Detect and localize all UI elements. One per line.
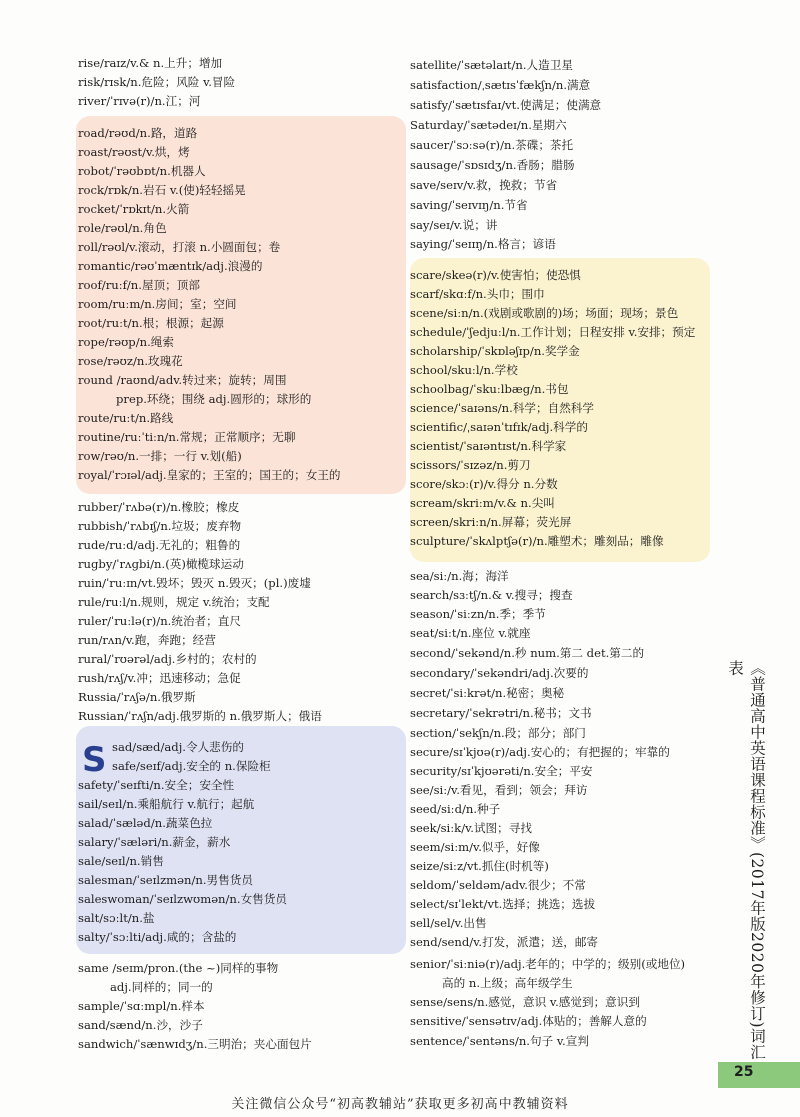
- word-entry: section/ˈsekʃn/n.段；部分；部门: [410, 726, 586, 740]
- word-entry: saucer/ˈsɔːsə(r)/n.茶碟；茶托: [410, 138, 574, 152]
- word-entry: romantic/rəʊˈmæntɪk/adj.浪漫的: [78, 259, 263, 273]
- word-entry: rubbish/ˈrʌbɪʃ/n.垃圾；废弃物: [78, 519, 242, 533]
- word-entry: sandwich/ˈsænwɪdʒ/n.三明治；夹心面包片: [78, 1037, 312, 1051]
- word-entry: satisfaction/ˌsætɪsˈfækʃn/n.满意: [410, 78, 591, 92]
- section-letter-s: S: [82, 740, 107, 780]
- side-title: 《普通高中英语课程标准》(2017年版2020年修订)词汇表: [726, 660, 766, 1060]
- word-entry: science/ˈsaɪəns/n.科学；自然科学: [410, 401, 594, 415]
- word-entry: ruin/ˈruːɪn/vt.毁坏；毁灭 n.毁灭；(pl.)废墟: [78, 576, 311, 590]
- word-entry: salary/ˈsæləri/n.薪金，薪水: [78, 835, 231, 849]
- word-entry: Russian/ˈrʌʃn/adj.俄罗斯的 n.俄罗斯人；俄语: [78, 709, 322, 723]
- word-entry: ruler/ˈruːlə(r)/n.统治者；直尺: [78, 614, 241, 628]
- word-entry: seek/siːk/v.试图；寻找: [410, 821, 532, 835]
- word-entry: rural/ˈrʊərəl/adj.乡村的；农村的: [78, 652, 257, 666]
- word-entry: secure/sɪˈkjʊə(r)/adj.安心的；有把握的；牢靠的: [410, 745, 670, 759]
- word-entry-continuation: prep.环绕；围绕 adj.圆形的；球形的: [116, 392, 312, 406]
- word-entry: seed/siːd/n.种子: [410, 802, 501, 816]
- word-entry: saying/ˈseɪɪŋ/n.格言；谚语: [410, 237, 556, 251]
- word-entry: scare/skeə(r)/v.使害怕；使恐惧: [410, 268, 581, 282]
- word-entry: saleswoman/ˈseɪlzwʊmən/n.女售货员: [78, 892, 287, 906]
- page-number-tab: [718, 1062, 800, 1088]
- word-entry: sell/sel/v.出售: [410, 916, 487, 930]
- word-entry: security/sɪˈkjʊərəti/n.安全；平安: [410, 764, 593, 778]
- word-entry: sensitive/ˈsensətɪv/adj.体贴的；善解人意的: [410, 1014, 647, 1028]
- word-entry: rope/rəʊp/n.绳索: [78, 335, 174, 349]
- word-entry: second/ˈsekənd/n.秒 num.第二 det.第二的: [410, 646, 645, 660]
- word-entry: royal/ˈrɔɪəl/adj.皇家的；王室的；国王的；女王的: [78, 468, 341, 482]
- word-entry: scarf/skɑːf/n.头巾；围巾: [410, 287, 545, 301]
- word-entry: rubber/ˈrʌbə(r)/n.橡胶；橡皮: [78, 500, 240, 514]
- word-entry: sad/sæd/adj.令人悲伤的: [112, 740, 244, 754]
- word-entry: search/sɜːtʃ/n.& v.搜寻；搜查: [410, 588, 573, 602]
- word-entry: safety/ˈseɪfti/n.安全；安全性: [78, 778, 235, 792]
- word-entry: secretary/ˈsekrətri/n.秘书；文书: [410, 706, 592, 720]
- word-entry: round /raʊnd/adv.转过来；旋转；周围: [78, 373, 287, 387]
- word-entry: roll/rəʊl/v.滚动，打滚 n.小圆面包；卷: [78, 240, 281, 254]
- word-entry: seem/siːm/v.似乎，好像: [410, 840, 540, 854]
- word-entry: robot/ˈrəʊbɒt/n.机器人: [78, 164, 206, 178]
- word-entry: run/rʌn/v.跑，奔跑；经营: [78, 633, 216, 647]
- word-entry: send/send/v.打发，派遣；送，邮寄: [410, 935, 599, 949]
- word-entry: salad/ˈsæləd/n.蔬菜色拉: [78, 816, 213, 830]
- word-entry: risk/rɪsk/n.危险；风险 v.冒险: [78, 75, 236, 89]
- word-entry: sail/seɪl/n.乘船航行 v.航行；起航: [78, 797, 255, 811]
- word-entry: season/ˈsiːzn/n.季；季节: [410, 607, 546, 621]
- word-entry: save/seɪv/v.救，挽救；节省: [410, 178, 558, 192]
- word-entry-continuation: adj.同样的；同一的: [110, 980, 213, 994]
- word-entry: sculpture/ˈskʌlptʃə(r)/n.雕塑术；雕刻品；雕像: [410, 534, 664, 548]
- word-entry: senior/ˈsiːniə(r)/adj.老年的；中学的；级别(或地位): [410, 957, 686, 971]
- word-entry: select/sɪˈlekt/vt.选择；挑选；选拔: [410, 897, 596, 911]
- word-entry: sense/sens/n.感觉，意识 v.感觉到；意识到: [410, 995, 640, 1009]
- word-entry: rude/ruːd/adj.无礼的；粗鲁的: [78, 538, 241, 552]
- word-entry: scholarship/ˈskɒləʃɪp/n.奖学金: [410, 344, 580, 358]
- word-entry: sausage/ˈsɒsɪdʒ/n.香肠；腊肠: [410, 158, 575, 172]
- word-entry: satisfy/ˈsætɪsfaɪ/vt.使满足；使满意: [410, 98, 602, 112]
- word-entry: roast/rəʊst/v.烘，烤: [78, 145, 190, 159]
- word-entry: same /seɪm/pron.(the ~)同样的事物: [78, 961, 279, 975]
- word-entry: Saturday/ˈsætədeɪ/n.星期六: [410, 118, 567, 132]
- word-entry: sample/ˈsɑːmpl/n.样本: [78, 999, 205, 1013]
- word-entry: score/skɔː(r)/v.得分 n.分数: [410, 477, 558, 491]
- word-entry: see/siː/v.看见，看到；领会；拜访: [410, 783, 588, 797]
- word-entry: screen/skriːn/n.屏幕；荧光屏: [410, 515, 572, 529]
- word-entry: secret/ˈsiːkrət/n.秘密；奥秘: [410, 686, 565, 700]
- word-entry: salt/sɔːlt/n.盐: [78, 911, 155, 925]
- word-entry: room/ruːm/n.房间；室；空间: [78, 297, 237, 311]
- word-entry: seat/siːt/n.座位 v.就座: [410, 626, 531, 640]
- page-number: 25: [734, 1064, 754, 1080]
- word-entry: rose/rəʊz/n.玫瑰花: [78, 354, 183, 368]
- word-entry: say/seɪ/v.说；讲: [410, 218, 498, 232]
- word-entry: saving/ˈseɪvɪŋ/n.节省: [410, 198, 528, 212]
- word-entry: rush/rʌʃ/v.冲；迅速移动；急促: [78, 671, 241, 685]
- word-entry: scene/siːn/n.(戏剧或歌剧的)场；场面；现场；景色: [410, 306, 679, 320]
- word-entry: route/ruːt/n.路线: [78, 411, 174, 425]
- word-entry: sentence/ˈsentəns/n.句子 v.宣判: [410, 1034, 589, 1048]
- word-entry: scientific/ˌsaɪənˈtɪfɪk/adj.科学的: [410, 420, 588, 434]
- word-entry: root/ruːt/n.根；根源；起源: [78, 316, 224, 330]
- word-entry: seize/siːz/vt.抓住(时机等): [410, 859, 549, 873]
- word-entry: schoolbag/ˈskuːlbæg/n.书包: [410, 382, 569, 396]
- word-entry: rise/raɪz/v.& n.上升；增加: [78, 56, 223, 70]
- word-entry: satellite/ˈsætəlaɪt/n.人造卫星: [410, 58, 573, 72]
- footer-text: 关注微信公众号“初高教辅站”获取更多初高中教辅资料: [231, 1097, 569, 1112]
- word-entry: road/rəʊd/n.路，道路: [78, 126, 198, 140]
- word-entry-continuation: 高的 n.上级；高年级学生: [442, 976, 573, 990]
- word-entry: school/skuːl/n.学校: [410, 363, 518, 377]
- word-entry: salesman/ˈseɪlzmən/n.男售货员: [78, 873, 253, 887]
- word-entry: rule/ruːl/n.规则，规定 v.统治；支配: [78, 595, 270, 609]
- word-entry: row/rəʊ/n.一排；一行 v.划(船): [78, 449, 242, 463]
- word-entry: rock/rɒk/n.岩石 v.(使)轻轻摇晃: [78, 183, 246, 197]
- word-entry: secondary/ˈsekəndri/adj.次要的: [410, 666, 589, 680]
- word-entry: seldom/ˈseldəm/adv.很少；不常: [410, 878, 586, 892]
- word-entry: sand/sænd/n.沙，沙子: [78, 1018, 203, 1032]
- word-entry: roof/ruːf/n.屋顶；顶部: [78, 278, 200, 292]
- word-entry: safe/seɪf/adj.安全的 n.保险柜: [112, 759, 271, 773]
- word-entry: scissors/ˈsɪzəz/n.剪刀: [410, 458, 531, 472]
- word-entry: rocket/ˈrɒkɪt/n.火箭: [78, 202, 190, 216]
- word-entry: role/rəʊl/n.角色: [78, 221, 167, 235]
- word-entry: routine/ruːˈtiːn/n.常规；正常顺序；无聊: [78, 430, 296, 444]
- word-entry: sale/seɪl/n.销售: [78, 854, 164, 868]
- word-entry: scream/skriːm/v.& n.尖叫: [410, 496, 555, 510]
- word-entry: schedule/ˈʃedjuːl/n.工作计划；日程安排 v.安排；预定: [410, 325, 696, 339]
- word-entry: salty/ˈsɔːlti/adj.咸的；含盐的: [78, 930, 237, 944]
- word-entry: Russia/ˈrʌʃə/n.俄罗斯: [78, 690, 196, 704]
- word-entry: rugby/ˈrʌgbi/n.(英)橄榄球运动: [78, 557, 244, 571]
- word-entry: sea/siː/n.海；海洋: [410, 569, 509, 583]
- word-entry: scientist/ˈsaɪəntɪst/n.科学家: [410, 439, 567, 453]
- word-entry: river/ˈrɪvə(r)/n.江；河: [78, 94, 201, 108]
